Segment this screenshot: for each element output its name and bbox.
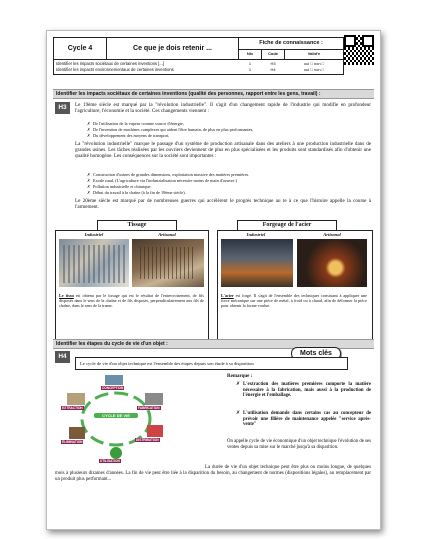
remarque-label: Remarque : bbox=[227, 374, 253, 379]
life-cycle-definition: Le cycle de vie d'un objet technique est l'ensemble des étapes depuis son étude à sa disparition bbox=[75, 357, 348, 370]
valid-1[interactable]: oui □ non □ bbox=[303, 61, 325, 66]
industrial-loom-image bbox=[59, 239, 129, 287]
paragraph-revolution: Le 19ème siècle est marqué par la "révolution industrielle". Il s'agit d'un changement rapide de l'industrie qui modifie en profondeur l'agriculture, l'économie et la société. Ces changements viennent : bbox=[75, 102, 371, 114]
artisanal-loom-image bbox=[132, 239, 204, 287]
artisanal-forge-image bbox=[297, 239, 367, 287]
qr-code[interactable] bbox=[344, 35, 374, 65]
list-item: ✗ De l'invention de machines complexes qui aident l'être humain, de plus en plus performantes, bbox=[93, 127, 363, 132]
checkbox-bullet-icon: ✗ bbox=[236, 411, 241, 416]
tissage-caption bbox=[59, 293, 204, 308]
tissage-caption-bold: Le tissu bbox=[59, 293, 74, 298]
forgeage-title: Forgeage de l'acier bbox=[237, 220, 337, 231]
list-item: ✗ Exode rural, (L'agriculture via l'industrialisation nécessite moins de main d'oeuvre.) bbox=[93, 178, 363, 183]
code-2: H4 bbox=[270, 67, 276, 72]
cycle-label-elimination: ÉLIMINATION bbox=[62, 440, 83, 444]
objective-1: Identifier les impacts sociétaux de certaines inventions [...] bbox=[56, 61, 164, 66]
valid-2[interactable]: oui □ non □ bbox=[303, 67, 325, 72]
header-table bbox=[53, 37, 344, 75]
list-item: ✗ Début du travail à la chaîne (à la fin de 19ème siècle). bbox=[93, 190, 363, 195]
checkbox-bullet-icon: ✗ bbox=[236, 382, 241, 387]
forgeage-caption bbox=[221, 293, 367, 308]
list-item: ✗ Du développement des moyens de transport, bbox=[93, 133, 363, 138]
list-item: ✗ Pollution industrielle et chimique. bbox=[93, 184, 363, 189]
forgeage-caption-bold: L'acier bbox=[221, 293, 234, 298]
cycle-label-distribution: DISTRIBUTION bbox=[136, 438, 159, 442]
cycle-center-label: CYCLE DE VIE bbox=[94, 413, 138, 418]
list-item: ✗ Construction d'usines de grandes dimensions, exploitation massive des matières premières. bbox=[93, 172, 363, 177]
cycle-label-conception: CONCEPTION bbox=[102, 386, 124, 390]
section-heading-life-cycle: Identifier les étapes du cycle de vie d'un objet : bbox=[53, 339, 374, 349]
worksheet-page bbox=[46, 30, 381, 530]
cycle-label: Cycle 4 bbox=[54, 38, 107, 60]
cycle-label-utilisation: UTILISATION bbox=[100, 459, 120, 463]
mots-cles-badge: Mots clés bbox=[291, 347, 341, 360]
list-item: ✗ De l'utilisation de la vapeur comme source d'énergie, bbox=[93, 121, 363, 126]
col-code: Code bbox=[262, 49, 285, 60]
paragraph-industrial: La "révolution industrielle" marque le passage d'un système de production artisanale dans des ateliers à une production industrielle dans de grandes usines. Les tâches réalisées par les ouvriers deviennent de plus en plus spécialisées et les produits sont standardisés afin d'obtenir une qualité homogène. Les conséquences sur la société sont importantes : bbox=[75, 141, 371, 159]
tissage-caption-text: est obtenu par le tissage qui est le résultat de l'entrecroisement, de fils disposés dans le sens de la chaîne et de fils disposés, perpendiculairement aux fils de chaîne, dans le sens de la trame. bbox=[59, 293, 204, 308]
industrial-forge-image bbox=[221, 239, 293, 287]
remark-extraction bbox=[236, 382, 371, 399]
tissage-artisanal-label: Artisanal bbox=[158, 232, 176, 237]
col-niv: Niv bbox=[239, 49, 262, 60]
niv-2: 1 bbox=[248, 67, 252, 72]
paragraph-economic-cycle: On appelle cycle de vie économique d'un objet technique l'évolution de ses ventes depuis sa mise sur le marché jusqu'à sa disparition. bbox=[227, 439, 371, 450]
tissage-title: Tissage bbox=[97, 220, 177, 231]
cycle-label-fabrication: FABRICATION bbox=[138, 406, 160, 410]
forgeage-caption-text: est forgé. Il s'agit de l'ensemble des techniques consistant à appliquer une force mécanique sur une pièce de métal, à froid ou à chaud, afin de déformer la pièce pour obtenir la forme voulue. bbox=[221, 293, 367, 308]
code-1: H3 bbox=[270, 61, 276, 66]
paragraph-lifetime: La durée de vie d'un objet technique peut être plus ou moins longue, de quelques mois à plusieurs dizaines d'années. La fin de vie peut être liée à la disparition du besoin, au changement de normes (dispositions légales), au remplacement par un produit plus performant... bbox=[55, 465, 371, 483]
tissage-industriel-label: Industriel bbox=[84, 232, 104, 237]
remark-extraction-text: L'extraction des matières premières comporte la matière nécessaire à la fabrication, mais aussi à la production de l'énergie et l'emballage. bbox=[243, 382, 371, 399]
col-valid: Valid'e bbox=[285, 49, 343, 60]
objective-2: Identifier les impacts environnementaux de certaines inventions bbox=[56, 67, 174, 72]
forgeage-industriel-label: Industriel bbox=[246, 232, 266, 237]
remark-utilisation-text: L'utilisation demande dans certains cas au concepteur de prévoir une filière de maintenance appelée "service après-vente" bbox=[243, 411, 371, 428]
remark-utilisation bbox=[236, 411, 371, 428]
page-title: Ce que je dois retenir ... bbox=[107, 38, 239, 60]
forgeage-artisanal-label: Artisanal bbox=[323, 232, 341, 237]
niv-1: 1 bbox=[248, 61, 252, 66]
life-cycle-diagram bbox=[61, 373, 171, 465]
fiche-label: Fiche de connaissance : bbox=[239, 38, 343, 50]
h3-tag: H3 bbox=[55, 102, 70, 114]
section-heading-impacts: Identifier les impacts sociétaux de certaines inventions (qualité des personnes, rapport entre les gens, travail) : bbox=[53, 89, 374, 99]
paragraph-20th-century: Le 20ème siècle est marqué par de nombreuses guerres qui accélèrent le progrès technique au te à ce que l'histoire appelle la course à l'armement. bbox=[75, 198, 371, 210]
h4-tag: H4 bbox=[55, 351, 70, 363]
cycle-label-extraction: EXTRACTION bbox=[62, 406, 83, 410]
